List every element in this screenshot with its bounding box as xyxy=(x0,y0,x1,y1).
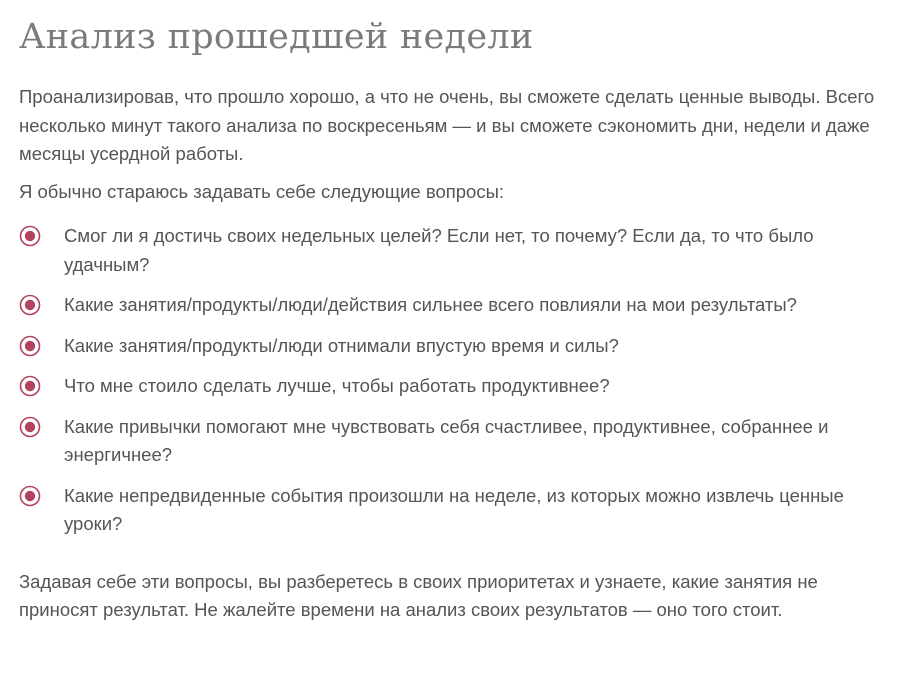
question-text: Смог ли я достичь своих недельных целей? Если нет, то почему? Если да, то что было удачным? xyxy=(64,225,814,275)
question-text: Какие привычки помогают мне чувствовать себя счастливее, продуктивнее, собраннее и энергичнее? xyxy=(64,415,829,465)
radio-bullet-icon xyxy=(19,335,41,357)
list-item xyxy=(19,291,879,320)
radio-bullet-icon xyxy=(19,416,41,438)
intro-paragraph: Проанализировав, что прошло хорошо, а что не очень, вы сможете сделать ценные выводы. Всего несколько минут такого анализа по воскресеньям — и вы сможете сэкономить дни, недели и даже месяцы усердной работы. xyxy=(19,86,875,164)
radio-bullet-icon xyxy=(19,485,41,507)
question-text: Какие занятия/продукты/люди отнимали впустую время и силы? xyxy=(64,334,619,356)
radio-bullet-icon xyxy=(19,375,41,397)
questions-list xyxy=(19,222,879,539)
article-title: Анализ прошедшей недели xyxy=(19,17,534,57)
question-text: Какие занятия/продукты/люди/действия сильнее всего повлияли на мои результаты? xyxy=(64,294,797,315)
radio-bullet-icon xyxy=(19,294,41,316)
question-text: Что мне стоило сделать лучше, чтобы работать продуктивнее? xyxy=(64,375,610,396)
radio-bullet-icon xyxy=(19,225,41,247)
list-item xyxy=(19,332,879,361)
list-item xyxy=(19,222,879,279)
list-item xyxy=(19,413,879,470)
question-text: Какие непредвиденные события произошли на неделе, из которых можно извлечь ценные уроки? xyxy=(64,484,844,534)
list-item xyxy=(19,482,879,539)
article xyxy=(19,0,879,625)
lead-paragraph: Я обычно стараюсь задавать себе следующие вопросы: xyxy=(19,180,505,202)
outro-paragraph: Задавая себе эти вопросы, вы разберетесь в своих приоритетах и узнаете, какие занятия не приносят результат. Не жалейте времени на анализ своих результатов — оно того стоит. xyxy=(19,570,818,620)
list-item xyxy=(19,372,879,401)
